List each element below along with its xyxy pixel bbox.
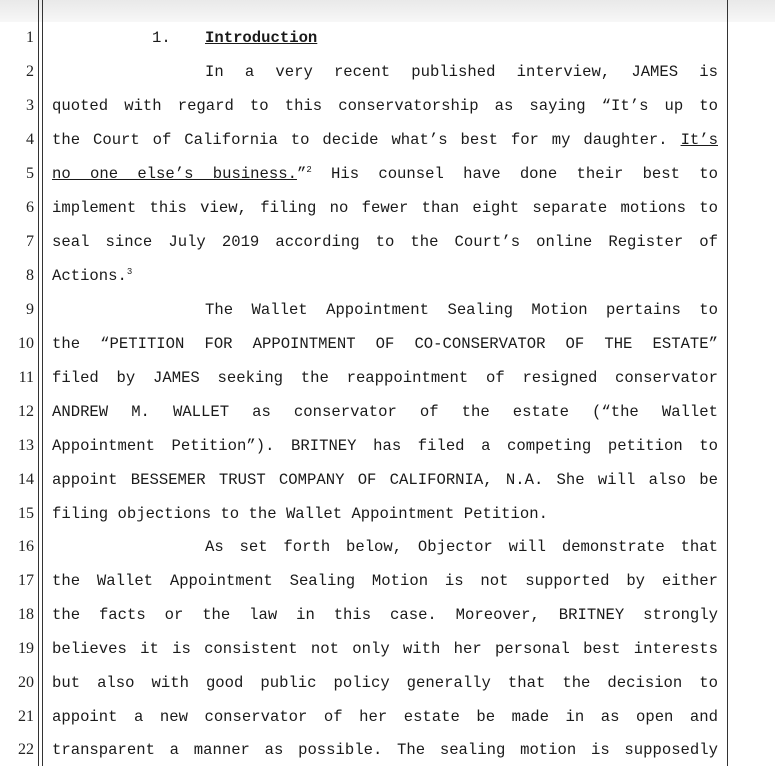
line-number: 7	[26, 233, 34, 250]
paragraph-line: but also with good public policy generally that the decision to	[52, 674, 718, 692]
line-number: 5	[26, 165, 34, 182]
text-run: His counsel have done their best to	[311, 165, 718, 183]
text-run: Actions.	[52, 267, 127, 285]
paragraph-line: the Wallet Appointment Sealing Motion is not supported by either	[52, 572, 718, 590]
paragraph-line: filing objections to the Wallet Appointment Petition.	[52, 505, 548, 523]
line-number: 22	[18, 741, 34, 758]
line-number: 18	[18, 606, 34, 623]
paragraph-line: seal since July 2019 according to the Court’s online Register of	[52, 233, 718, 251]
text-run: ”	[296, 165, 307, 183]
paragraph-line: The Wallet Appointment Sealing Motion pertains to	[205, 301, 718, 319]
underlined-text: It’s	[680, 131, 718, 149]
section-number: 1.	[152, 29, 171, 47]
line-number: 16	[18, 538, 34, 555]
line-number: 14	[18, 471, 34, 488]
line-number: 12	[18, 403, 34, 420]
paragraph-line: appoint BESSEMER TRUST COMPANY OF CALIFORNIA, N.A. She will also be	[52, 471, 718, 489]
paragraph-line: implement this view, filing no fewer than eight separate motions to	[52, 199, 718, 217]
line-number: 1	[26, 29, 34, 46]
footnote-ref[interactable]: 2	[306, 165, 312, 175]
paragraph-line: transparent a manner as possible. The sealing motion is supposedly	[52, 741, 718, 759]
paragraph-line: ANDREW M. WALLET as conservator of the estate (“the Wallet	[52, 403, 718, 421]
line-number: 21	[18, 708, 34, 725]
paragraph-line: the “PETITION FOR APPOINTMENT OF CO-CONSERVATOR OF THE ESTATE”	[52, 335, 718, 353]
line-number: 13	[18, 437, 34, 454]
paragraph-line	[52, 130, 718, 150]
left-margin-rule-outer	[38, 0, 39, 766]
paragraph-line: believes it is consistent not only with her personal best interests	[52, 640, 718, 658]
line-number: 3	[26, 97, 34, 114]
paragraph-line	[52, 266, 718, 286]
paragraph-line: appoint a new conservator of her estate be made in as open and	[52, 708, 718, 726]
line-number: 8	[26, 267, 34, 284]
line-number: 19	[18, 640, 34, 657]
line-number: 17	[18, 572, 34, 589]
right-margin-rule	[727, 0, 728, 766]
line-number: 15	[18, 505, 34, 522]
left-margin-rule-inner	[42, 0, 43, 766]
line-number: 2	[26, 63, 34, 80]
paragraph-line: In a very recent published interview, JAMES is	[205, 63, 718, 81]
paragraph-line	[52, 164, 718, 184]
line-number: 11	[18, 369, 34, 386]
text-run: the Court of California to decide what’s best for my daughter.	[52, 131, 681, 149]
line-number: 4	[26, 131, 34, 148]
line-number: 20	[18, 674, 34, 691]
line-number: 9	[26, 301, 34, 318]
line-number: 10	[18, 335, 34, 352]
underlined-text: no one else’s business.	[52, 165, 297, 183]
footnote-ref[interactable]: 3	[126, 267, 133, 277]
paragraph-line: quoted with regard to this conservatorship as saying “It’s up to	[52, 97, 718, 115]
section-title: Introduction	[205, 29, 318, 47]
line-number: 6	[26, 199, 34, 216]
paragraph-line: filed by JAMES seeking the reappointment of resigned conservator	[52, 369, 718, 387]
paragraph-line: the facts or the law in this case. Moreover, BRITNEY strongly	[52, 606, 718, 624]
paragraph-line: As set forth below, Objector will demonstrate that	[205, 538, 718, 556]
paragraph-line: Appointment Petition”). BRITNEY has filed a competing petition to	[52, 437, 718, 455]
